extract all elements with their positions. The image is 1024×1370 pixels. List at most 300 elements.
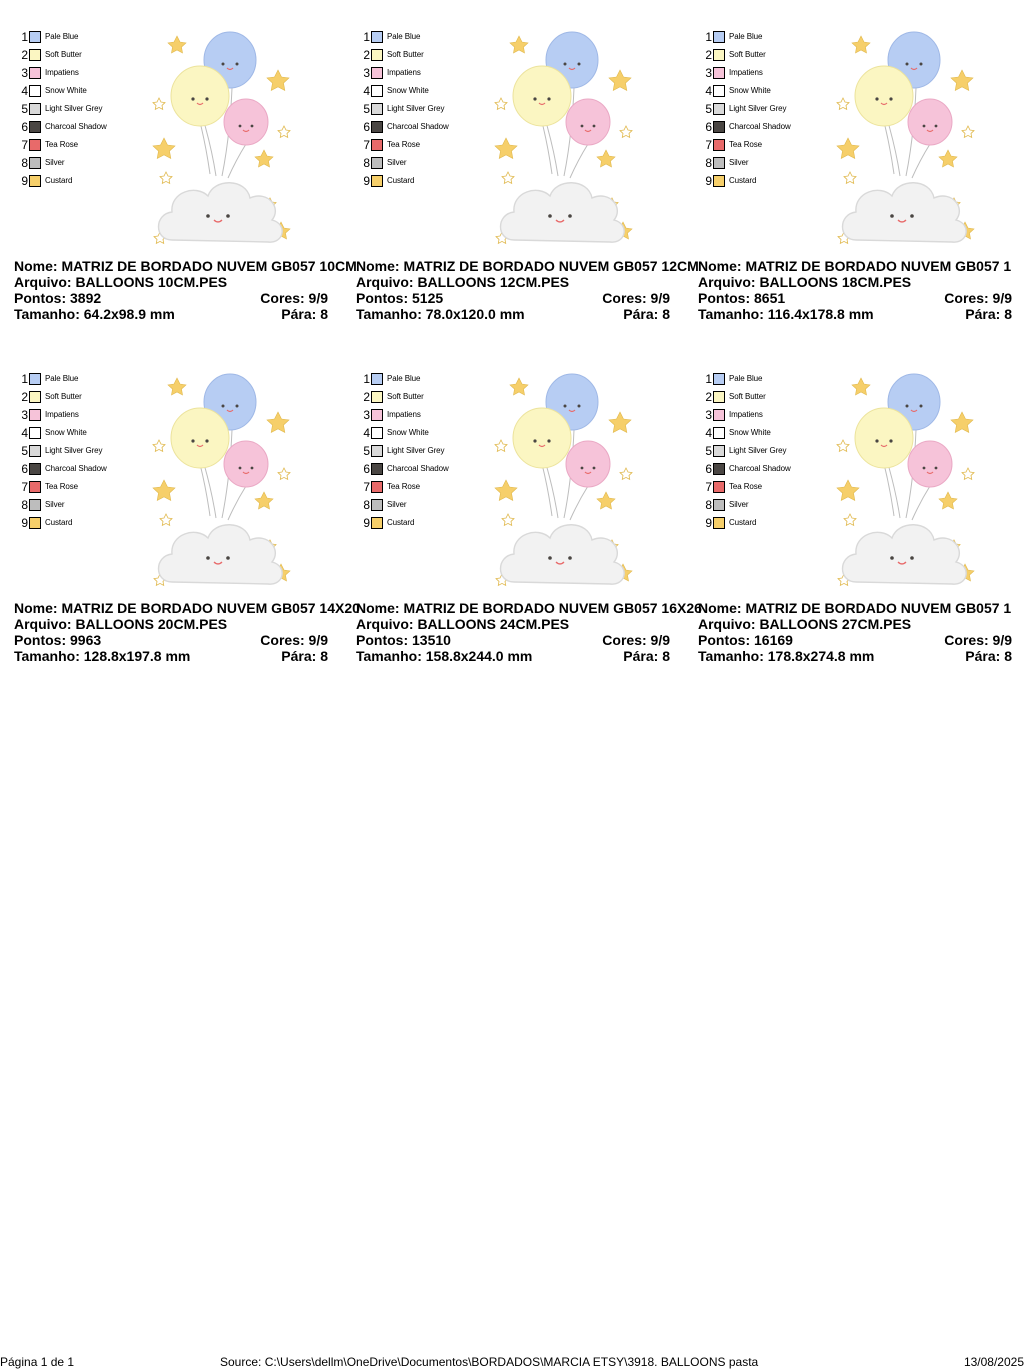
thread-color-number: 4 — [363, 426, 370, 440]
thread-color-number: 3 — [21, 66, 28, 80]
thread-color-name: Impatiens — [387, 410, 421, 419]
thread-color-name: Charcoal Shadow — [45, 464, 107, 473]
thread-color-name: Silver — [729, 158, 749, 167]
thread-color-swatch — [29, 445, 41, 457]
cloud-character — [159, 183, 283, 242]
thread-color-item — [362, 370, 492, 388]
thread-color-number: 8 — [21, 498, 28, 512]
thread-color-item — [20, 460, 150, 478]
thread-color-number: 3 — [363, 66, 370, 80]
thread-color-number: 9 — [363, 174, 370, 188]
thread-color-name: Pale Blue — [729, 374, 763, 383]
yellow-balloon — [855, 408, 913, 468]
thread-color-number: 6 — [21, 462, 28, 476]
thread-color-item — [704, 82, 834, 100]
thread-color-swatch — [713, 49, 725, 61]
design-card — [0, 342, 360, 664]
thread-color-list — [704, 28, 834, 190]
size-row — [14, 306, 334, 322]
thread-color-swatch — [29, 139, 41, 151]
size-row — [698, 306, 1018, 322]
page-number: Página 1 de 1 — [0, 1355, 75, 1369]
thread-color-swatch — [29, 463, 41, 475]
thread-color-item — [704, 478, 834, 496]
thread-color-name: Impatiens — [387, 68, 421, 77]
design-size: Tamanho: 78.0x120.0 mm — [356, 306, 525, 322]
thread-color-name: Charcoal Shadow — [729, 122, 791, 131]
file-name-text: Arquivo: BALLOONS 18CM.PES — [698, 274, 912, 290]
color-count: Cores: 9/9 — [260, 290, 328, 306]
thread-color-name: Custard — [729, 176, 757, 185]
balloons-cloud-design-preview — [834, 368, 979, 593]
thread-color-number: 5 — [363, 102, 370, 116]
thread-color-swatch — [371, 499, 383, 511]
source-path: Source: C:\Users\dellm\OneDrive\Documentos\BORDADOS\MARCIA ETSY\3918. BALLOONS pasta — [220, 1355, 759, 1369]
thread-color-swatch — [371, 445, 383, 457]
thread-color-number: 8 — [363, 498, 370, 512]
design-info — [14, 258, 357, 322]
stitch-count: Pontos: 9963 — [14, 632, 102, 648]
thread-color-name: Silver — [729, 500, 749, 509]
yellow-balloon — [513, 66, 571, 126]
thread-color-number: 2 — [363, 48, 370, 62]
thread-color-name: Custard — [387, 176, 415, 185]
thread-color-name: Silver — [387, 500, 407, 509]
thread-color-item — [20, 82, 150, 100]
thread-color-item — [362, 514, 492, 532]
design-info — [356, 600, 702, 664]
thread-color-number: 1 — [705, 30, 712, 44]
thread-color-swatch — [713, 67, 725, 79]
thread-color-name: Tea Rose — [45, 140, 78, 149]
thread-color-swatch — [29, 121, 41, 133]
design-info — [356, 258, 699, 322]
thread-color-item — [362, 100, 492, 118]
pink-balloon — [908, 441, 952, 487]
thread-color-swatch — [713, 409, 725, 421]
file-name-text: Arquivo: BALLOONS 24CM.PES — [356, 616, 570, 632]
design-info — [698, 600, 1018, 664]
thread-color-item — [362, 478, 492, 496]
thread-color-swatch — [29, 481, 41, 493]
thread-color-name: Soft Butter — [387, 392, 424, 401]
thread-color-swatch — [371, 427, 383, 439]
thread-color-item — [20, 100, 150, 118]
thread-color-swatch — [713, 481, 725, 493]
design-card — [0, 0, 357, 322]
stitch-row — [356, 290, 676, 306]
thread-color-number: 6 — [21, 120, 28, 134]
thread-color-swatch — [371, 49, 383, 61]
design-size: Tamanho: 128.8x197.8 mm — [14, 648, 191, 664]
thread-color-item — [362, 46, 492, 64]
thread-color-number: 2 — [21, 48, 28, 62]
thread-color-number: 9 — [705, 174, 712, 188]
thread-color-swatch — [713, 427, 725, 439]
yellow-balloon — [171, 66, 229, 126]
balloons-cloud-design-preview — [492, 26, 637, 251]
stitch-count: Pontos: 8651 — [698, 290, 786, 306]
thread-color-number: 7 — [21, 138, 28, 152]
stitch-row — [356, 632, 676, 648]
thread-color-swatch — [371, 409, 383, 421]
thread-color-list — [362, 28, 492, 190]
cloud-character — [159, 525, 283, 584]
thread-color-number: 3 — [21, 408, 28, 422]
thread-color-swatch — [713, 175, 725, 187]
stop-count: Pára: 8 — [623, 306, 670, 322]
thread-color-number: 5 — [705, 444, 712, 458]
thread-color-number: 8 — [21, 156, 28, 170]
design-name — [14, 258, 357, 274]
thread-color-item — [362, 424, 492, 442]
thread-color-name: Tea Rose — [729, 482, 762, 491]
thread-color-swatch — [713, 463, 725, 475]
thread-color-item — [20, 64, 150, 82]
file-name — [14, 274, 334, 290]
thread-color-number: 3 — [705, 66, 712, 80]
thread-color-swatch — [29, 103, 41, 115]
design-size: Tamanho: 64.2x98.9 mm — [14, 306, 175, 322]
thread-color-swatch — [29, 31, 41, 43]
thread-color-name: Soft Butter — [387, 50, 424, 59]
color-count: Cores: 9/9 — [260, 632, 328, 648]
thread-color-name: Tea Rose — [45, 482, 78, 491]
thread-color-number: 4 — [705, 84, 712, 98]
thread-color-swatch — [29, 373, 41, 385]
thread-color-list — [704, 370, 834, 532]
thread-color-swatch — [713, 139, 725, 151]
balloons-cloud-design-preview — [834, 26, 979, 251]
thread-color-item — [362, 118, 492, 136]
thread-color-number: 5 — [705, 102, 712, 116]
thread-color-number: 8 — [705, 156, 712, 170]
thread-color-name: Soft Butter — [45, 392, 82, 401]
color-count: Cores: 9/9 — [944, 290, 1012, 306]
thread-color-name: Impatiens — [729, 410, 763, 419]
thread-color-swatch — [371, 463, 383, 475]
thread-color-name: Light Silver Grey — [387, 446, 445, 455]
thread-color-item — [362, 136, 492, 154]
pink-balloon — [224, 441, 268, 487]
thread-color-name: Snow White — [387, 428, 429, 437]
thread-color-number: 9 — [21, 174, 28, 188]
yellow-balloon — [513, 408, 571, 468]
thread-color-swatch — [713, 373, 725, 385]
thread-color-item — [362, 64, 492, 82]
thread-color-item — [362, 460, 492, 478]
file-name — [356, 616, 676, 632]
page-footer — [0, 1354, 1024, 1370]
thread-color-name: Tea Rose — [387, 482, 420, 491]
design-name-text: Nome: MATRIZ DE BORDADO NUVEM GB057 1 — [698, 600, 1012, 616]
thread-color-item — [362, 172, 492, 190]
thread-color-item — [20, 118, 150, 136]
file-name-text: Arquivo: BALLOONS 10CM.PES — [14, 274, 228, 290]
thread-color-number: 1 — [363, 30, 370, 44]
thread-color-list — [20, 28, 150, 190]
thread-color-name: Impatiens — [45, 68, 79, 77]
thread-color-swatch — [29, 517, 41, 529]
thread-color-swatch — [29, 427, 41, 439]
thread-color-number: 7 — [705, 138, 712, 152]
stitch-count: Pontos: 16169 — [698, 632, 793, 648]
thread-color-swatch — [371, 103, 383, 115]
design-card — [342, 342, 702, 664]
thread-color-number: 6 — [705, 462, 712, 476]
thread-color-number: 2 — [363, 390, 370, 404]
thread-color-swatch — [29, 175, 41, 187]
thread-color-number: 5 — [21, 444, 28, 458]
thread-color-item — [20, 424, 150, 442]
thread-color-number: 5 — [21, 102, 28, 116]
stop-count: Pára: 8 — [965, 306, 1012, 322]
thread-color-item — [20, 172, 150, 190]
thread-color-item — [362, 406, 492, 424]
thread-color-name: Snow White — [387, 86, 429, 95]
design-size: Tamanho: 178.8x274.8 mm — [698, 648, 875, 664]
thread-color-item — [20, 370, 150, 388]
thread-color-item — [20, 478, 150, 496]
design-card — [342, 0, 699, 322]
file-name — [356, 274, 676, 290]
thread-color-number: 2 — [705, 48, 712, 62]
thread-color-item — [704, 64, 834, 82]
stitch-row — [14, 632, 334, 648]
thread-color-number: 9 — [705, 516, 712, 530]
design-name — [698, 258, 1018, 274]
thread-color-swatch — [713, 157, 725, 169]
thread-color-number: 5 — [363, 444, 370, 458]
thread-color-number: 7 — [705, 480, 712, 494]
thread-color-swatch — [371, 121, 383, 133]
thread-color-item — [704, 136, 834, 154]
stop-count: Pára: 8 — [965, 648, 1012, 664]
thread-color-item — [20, 388, 150, 406]
thread-color-swatch — [713, 391, 725, 403]
balloons-cloud-design-preview — [150, 26, 295, 251]
thread-color-item — [704, 460, 834, 478]
thread-color-name: Charcoal Shadow — [45, 122, 107, 131]
size-row — [356, 648, 676, 664]
thread-color-swatch — [713, 121, 725, 133]
thread-color-name: Soft Butter — [45, 50, 82, 59]
stitch-row — [14, 290, 334, 306]
thread-color-swatch — [371, 157, 383, 169]
thread-color-name: Custard — [45, 518, 73, 527]
thread-color-name: Charcoal Shadow — [729, 464, 791, 473]
size-row — [14, 648, 334, 664]
thread-color-swatch — [713, 445, 725, 457]
thread-color-item — [704, 424, 834, 442]
thread-color-swatch — [29, 157, 41, 169]
thread-color-name: Pale Blue — [387, 32, 421, 41]
thread-color-item — [362, 28, 492, 46]
thread-color-item — [362, 496, 492, 514]
file-name-text: Arquivo: BALLOONS 27CM.PES — [698, 616, 912, 632]
thread-color-name: Light Silver Grey — [45, 104, 103, 113]
stitch-row — [698, 632, 1018, 648]
thread-color-swatch — [713, 517, 725, 529]
thread-color-item — [362, 388, 492, 406]
thread-color-item — [20, 28, 150, 46]
file-name-text: Arquivo: BALLOONS 20CM.PES — [14, 616, 228, 632]
thread-color-item — [704, 46, 834, 64]
thread-color-item — [704, 100, 834, 118]
thread-color-name: Pale Blue — [729, 32, 763, 41]
thread-color-swatch — [29, 499, 41, 511]
stop-count: Pára: 8 — [623, 648, 670, 664]
thread-color-name: Pale Blue — [45, 32, 79, 41]
design-size: Tamanho: 116.4x178.8 mm — [698, 306, 874, 322]
thread-color-item — [362, 442, 492, 460]
thread-color-swatch — [371, 67, 383, 79]
thread-color-list — [20, 370, 150, 532]
thread-color-item — [20, 136, 150, 154]
file-name — [698, 274, 1018, 290]
thread-color-swatch — [371, 175, 383, 187]
design-name — [356, 258, 699, 274]
size-row — [356, 306, 676, 322]
thread-color-list — [362, 370, 492, 532]
thread-color-swatch — [371, 139, 383, 151]
cloud-character — [843, 525, 967, 584]
thread-color-number: 7 — [363, 138, 370, 152]
thread-color-item — [362, 154, 492, 172]
thread-color-item — [20, 514, 150, 532]
yellow-balloon — [171, 408, 229, 468]
thread-color-number: 4 — [705, 426, 712, 440]
thread-color-item — [20, 154, 150, 172]
thread-color-number: 2 — [21, 390, 28, 404]
thread-color-name: Charcoal Shadow — [387, 122, 449, 131]
thread-color-name: Custard — [45, 176, 73, 185]
color-count: Cores: 9/9 — [944, 632, 1012, 648]
thread-color-name: Custard — [729, 518, 757, 527]
thread-color-name: Tea Rose — [387, 140, 420, 149]
thread-color-name: Tea Rose — [729, 140, 762, 149]
yellow-balloon — [855, 66, 913, 126]
thread-color-number: 1 — [21, 372, 28, 386]
thread-color-number: 6 — [363, 120, 370, 134]
thread-color-name: Impatiens — [45, 410, 79, 419]
thread-color-name: Snow White — [45, 428, 87, 437]
cloud-character — [843, 183, 967, 242]
thread-color-name: Impatiens — [729, 68, 763, 77]
file-name-text: Arquivo: BALLOONS 12CM.PES — [356, 274, 570, 290]
thread-color-number: 2 — [705, 390, 712, 404]
design-card — [684, 342, 1024, 664]
thread-color-item — [704, 496, 834, 514]
design-name — [356, 600, 702, 616]
thread-color-number: 4 — [21, 426, 28, 440]
pink-balloon — [566, 441, 610, 487]
thread-color-item — [704, 388, 834, 406]
design-card — [684, 0, 1024, 322]
pink-balloon — [224, 99, 268, 145]
file-name — [698, 616, 1018, 632]
thread-color-number: 1 — [705, 372, 712, 386]
thread-color-number: 9 — [363, 516, 370, 530]
thread-color-swatch — [371, 31, 383, 43]
thread-color-swatch — [371, 391, 383, 403]
thread-color-name: Light Silver Grey — [387, 104, 445, 113]
thread-color-number: 6 — [363, 462, 370, 476]
thread-color-item — [704, 370, 834, 388]
thread-color-name: Light Silver Grey — [729, 104, 787, 113]
thread-color-name: Light Silver Grey — [729, 446, 787, 455]
thread-color-name: Pale Blue — [45, 374, 79, 383]
thread-color-number: 1 — [21, 30, 28, 44]
cloud-character — [501, 183, 625, 242]
thread-color-name: Silver — [45, 158, 65, 167]
stitch-count: Pontos: 13510 — [356, 632, 451, 648]
color-count: Cores: 9/9 — [602, 290, 670, 306]
file-name — [14, 616, 334, 632]
thread-color-name: Snow White — [45, 86, 87, 95]
thread-color-swatch — [371, 481, 383, 493]
pink-balloon — [566, 99, 610, 145]
thread-color-number: 7 — [21, 480, 28, 494]
thread-color-number: 7 — [363, 480, 370, 494]
design-name — [698, 600, 1018, 616]
thread-color-number: 1 — [363, 372, 370, 386]
thread-color-swatch — [371, 517, 383, 529]
thread-color-number: 8 — [705, 498, 712, 512]
thread-color-swatch — [713, 499, 725, 511]
design-info — [698, 258, 1018, 322]
design-info — [14, 600, 360, 664]
thread-color-name: Silver — [45, 500, 65, 509]
thread-color-name: Silver — [387, 158, 407, 167]
balloons-cloud-design-preview — [150, 368, 295, 593]
thread-color-number: 3 — [705, 408, 712, 422]
design-name-text: Nome: MATRIZ DE BORDADO NUVEM GB057 1 — [698, 258, 1012, 274]
stitch-count: Pontos: 5125 — [356, 290, 444, 306]
thread-color-name: Soft Butter — [729, 392, 766, 401]
thread-color-name: Custard — [387, 518, 415, 527]
thread-color-swatch — [29, 409, 41, 421]
thread-color-item — [704, 172, 834, 190]
size-row — [698, 648, 1018, 664]
thread-color-swatch — [29, 67, 41, 79]
thread-color-item — [704, 154, 834, 172]
design-size: Tamanho: 158.8x244.0 mm — [356, 648, 533, 664]
thread-color-swatch — [371, 373, 383, 385]
thread-color-number: 3 — [363, 408, 370, 422]
thread-color-number: 4 — [21, 84, 28, 98]
thread-color-swatch — [713, 85, 725, 97]
balloons-cloud-design-preview — [492, 368, 637, 593]
thread-color-number: 8 — [363, 156, 370, 170]
thread-color-item — [20, 442, 150, 460]
thread-color-item — [20, 46, 150, 64]
thread-color-swatch — [29, 85, 41, 97]
thread-color-item — [704, 406, 834, 424]
design-name-text: Nome: MATRIZ DE BORDADO NUVEM GB057 12CM — [356, 258, 699, 274]
thread-color-name: Snow White — [729, 86, 771, 95]
thread-color-number: 6 — [705, 120, 712, 134]
thread-color-item — [20, 496, 150, 514]
thread-color-item — [704, 28, 834, 46]
thread-color-name: Charcoal Shadow — [387, 464, 449, 473]
thread-color-item — [704, 118, 834, 136]
thread-color-number: 9 — [21, 516, 28, 530]
thread-color-item — [704, 442, 834, 460]
thread-color-name: Soft Butter — [729, 50, 766, 59]
thread-color-swatch — [29, 49, 41, 61]
design-name-text: Nome: MATRIZ DE BORDADO NUVEM GB057 10CM — [14, 258, 357, 274]
